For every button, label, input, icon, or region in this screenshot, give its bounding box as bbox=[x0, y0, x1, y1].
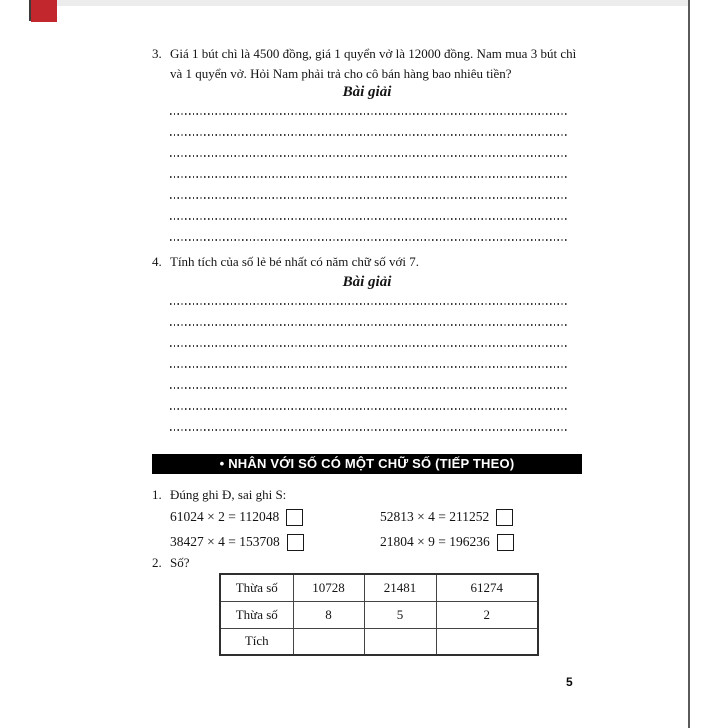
answer-dotted-line bbox=[170, 176, 568, 178]
answer-dotted-line bbox=[170, 429, 568, 431]
answer-dotted-line bbox=[170, 218, 568, 220]
table-row bbox=[220, 601, 538, 628]
problem-1-text bbox=[170, 485, 286, 505]
problem-2 bbox=[152, 553, 584, 573]
problem-2-number: 2. bbox=[152, 555, 162, 570]
equation-grid bbox=[170, 506, 582, 553]
answer-box-3[interactable] bbox=[287, 534, 304, 551]
answer-dotted-line bbox=[170, 387, 568, 389]
problem-1 bbox=[152, 485, 584, 505]
problem-2-text bbox=[170, 553, 190, 573]
problem-3-text bbox=[170, 44, 576, 84]
problem-4-text bbox=[170, 252, 419, 272]
row-label: Tích bbox=[220, 628, 293, 655]
table-cell-factor: 2 bbox=[436, 601, 538, 628]
answer-lines-problem-4[interactable] bbox=[170, 303, 568, 450]
problem-1-number: 1. bbox=[152, 487, 162, 502]
table-cell-product-empty[interactable] bbox=[364, 628, 436, 655]
answer-box-4[interactable] bbox=[497, 534, 514, 551]
answer-dotted-line bbox=[170, 303, 568, 305]
answer-dotted-line bbox=[170, 113, 568, 115]
equation-3-expression: 38427 × 4 = 153708 bbox=[170, 534, 280, 549]
equation-3 bbox=[170, 531, 380, 553]
scan-top-edge bbox=[33, 0, 688, 6]
problem-2-line-1: Số? bbox=[170, 555, 190, 570]
answer-dotted-line bbox=[170, 366, 568, 368]
answer-dotted-line bbox=[170, 324, 568, 326]
answer-dotted-line bbox=[170, 155, 568, 157]
problem-4-line-1: Tính tích của số lẻ bé nhất có năm chữ số với 7. bbox=[170, 254, 419, 269]
answer-lines-problem-3[interactable] bbox=[170, 113, 568, 260]
page-number: 5 bbox=[566, 675, 573, 689]
table-cell-factor: 61274 bbox=[436, 574, 538, 601]
problem-4 bbox=[152, 252, 584, 272]
equation-2-expression: 52813 × 4 = 211252 bbox=[380, 509, 490, 524]
row-label: Thừa số bbox=[220, 601, 293, 628]
table-cell-factor: 10728 bbox=[293, 574, 364, 601]
table-row bbox=[220, 574, 538, 601]
factor-product-table bbox=[219, 573, 539, 656]
problem-1-line-1: Đúng ghi Đ, sai ghi S: bbox=[170, 487, 287, 502]
table-row bbox=[220, 628, 538, 655]
equation-2 bbox=[380, 506, 582, 528]
answer-dotted-line bbox=[170, 239, 568, 241]
problem-3-line-2: và 1 quyển vở. Hỏi Nam phải trả cho cô bán hàng bao nhiêu tiền? bbox=[170, 66, 512, 81]
equation-1 bbox=[170, 506, 380, 528]
section-banner: • NHÂN VỚI SỐ CÓ MỘT CHỮ SỐ (TIẾP THEO) bbox=[152, 454, 582, 474]
answer-dotted-line bbox=[170, 197, 568, 199]
table-cell-product-empty[interactable] bbox=[293, 628, 364, 655]
scan-right-edge bbox=[688, 0, 690, 728]
problem-3-number: 3. bbox=[152, 46, 162, 61]
table-cell-factor: 5 bbox=[364, 601, 436, 628]
row-label: Thừa số bbox=[220, 574, 293, 601]
answer-dotted-line bbox=[170, 408, 568, 410]
answer-box-2[interactable] bbox=[496, 509, 513, 526]
solution-heading-2: Bài giải bbox=[342, 274, 392, 290]
table-cell-factor: 8 bbox=[293, 601, 364, 628]
equation-4 bbox=[380, 531, 582, 553]
solution-heading-1: Bài giải bbox=[342, 84, 392, 100]
equation-1-expression: 61024 × 2 = 112048 bbox=[170, 509, 280, 524]
problem-3 bbox=[152, 44, 584, 84]
table-cell-factor: 21481 bbox=[364, 574, 436, 601]
answer-dotted-line bbox=[170, 345, 568, 347]
problem-3-line-1: Giá 1 bút chì là 4500 đồng, giá 1 quyển vở là 12000 đồng. Nam mua 3 bút chì bbox=[170, 46, 577, 61]
corner-marker bbox=[31, 0, 57, 22]
answer-box-1[interactable] bbox=[286, 509, 303, 526]
equation-4-expression: 21804 × 9 = 196236 bbox=[380, 534, 490, 549]
answer-dotted-line bbox=[170, 134, 568, 136]
problem-4-number: 4. bbox=[152, 254, 162, 269]
table-cell-product-empty[interactable] bbox=[436, 628, 538, 655]
